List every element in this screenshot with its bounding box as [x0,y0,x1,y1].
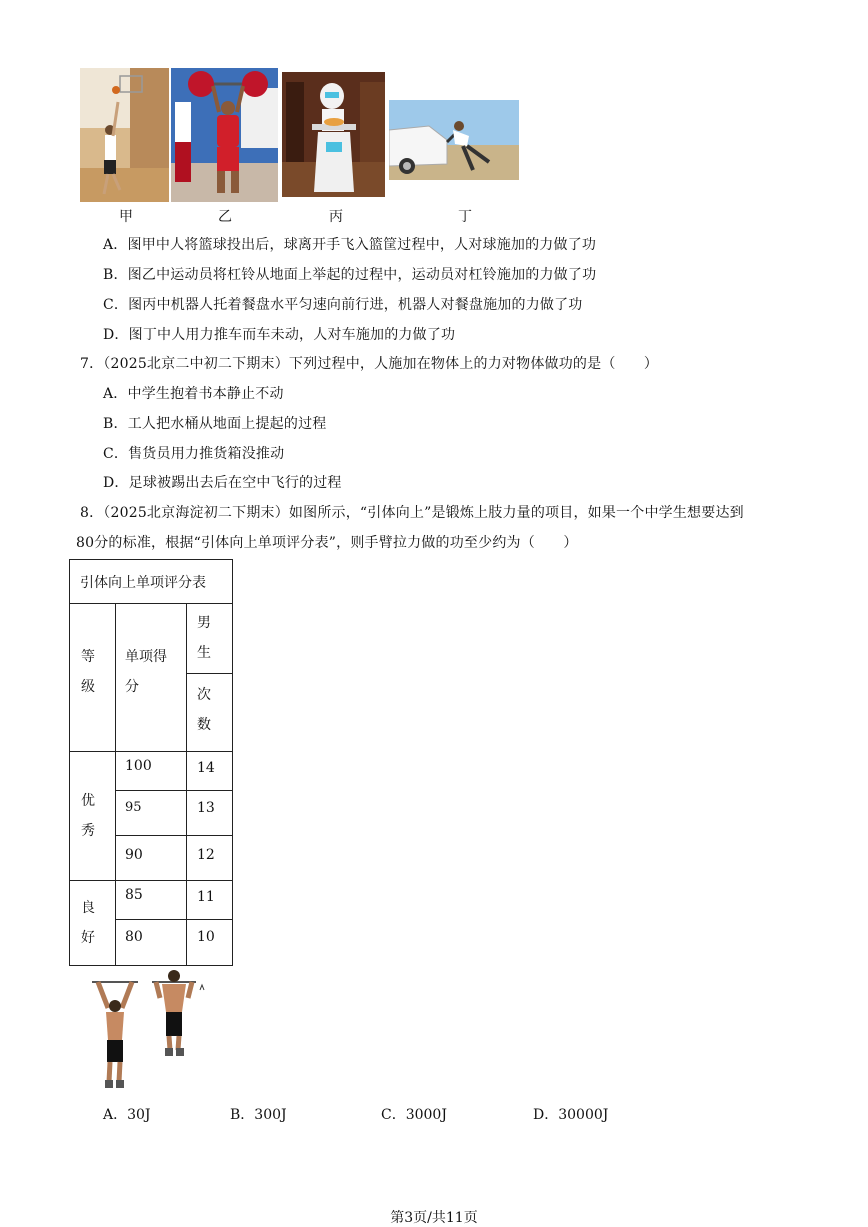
grade-good: 良好 [81,900,95,946]
q8-choice-d: D．30000J [533,1107,609,1123]
pullup-score-table [69,559,233,966]
caption-bing: 丙 [329,209,343,225]
count-cell [187,920,233,966]
q8-choice-c: C．3000J [381,1107,447,1123]
score-90: 90 [125,847,143,863]
grade-header-cell [70,604,116,752]
count-cell [187,881,233,920]
table-title: 引体向上单项评分表 [80,574,206,591]
male-header: 男生 [197,615,211,661]
count-header: 次数 [197,687,211,733]
q8-stem-line2: 80分的标准，根据“引体向上单项评分表”，则手臂拉力做的功至少约为（ ） [76,535,578,551]
score-80: 80 [125,929,143,945]
table-title-cell [70,560,233,604]
q6-option-d: D．图丁中人用力推车而车未动，人对车施加的力做了功 [103,327,456,343]
q8-choice-a: A．30J [103,1107,151,1123]
score-cell [116,752,187,791]
male-header-cell [187,604,233,674]
score-95: 95 [125,800,142,815]
count-14: 14 [197,760,215,776]
count-header-cell [187,674,233,752]
score-header: 单项得分 [125,649,167,695]
q7-option-a: A．中学生抱着书本静止不动 [103,386,284,402]
q8-stem-line1: 8．（2025北京海淀初二下期末）如图所示，“引体向上”是锻炼上肢力量的项目，如果一个中学生想要达到 [80,505,744,521]
q6-option-a: A．图甲中人将篮球投出后，球离开手飞入篮筐过程中，人对球施加的力做了功 [103,237,597,253]
caption-ding: 丁 [458,209,472,225]
weightlifting-photo [171,68,278,202]
robot-waiter-photo [282,72,385,197]
score-cell [116,881,187,920]
caption-jia: 甲 [119,209,133,225]
grade-header: 等级 [81,649,95,695]
score-cell [116,836,187,881]
page-number: 第3页/共11页 [390,1210,478,1226]
grade-excellent-cell [70,752,116,881]
count-10: 10 [197,929,215,945]
q6-option-b: B．图乙中运动员将杠铃从地面上举起的过程中，运动员对杠铃施加的力做了功 [103,267,597,283]
score-cell [116,920,187,966]
q7-option-c: C．售货员用力推货箱没推动 [103,446,285,462]
score-85: 85 [125,887,143,903]
basketball-photo [80,68,169,202]
caption-yi: 乙 [218,209,232,225]
q7-option-d: D．足球被踢出去后在空中飞行的过程 [103,475,342,491]
count-11: 11 [197,889,215,905]
count-cell [187,836,233,881]
count-cell [187,752,233,791]
q6-option-c: C．图丙中机器人托着餐盘水平匀速向前行进，机器人对餐盘施加的力做了功 [103,297,583,313]
pullup-illustration [88,968,210,1092]
q8-choice-b: B．300J [230,1107,287,1123]
count-13: 13 [197,800,215,816]
grade-good-cell [70,881,116,966]
count-cell [187,791,233,836]
score-100: 100 [125,758,152,774]
q7-stem: 7．（2025北京二中初二下期末）下列过程中，人施加在物体上的力对物体做功的是（ ） [80,356,659,372]
q7-option-b: B．工人把水桶从地面上提起的过程 [103,416,327,432]
score-cell [116,791,187,836]
count-12: 12 [197,847,215,863]
score-header-cell [116,604,187,752]
push-car-photo [389,100,519,180]
grade-excellent: 优秀 [81,793,95,839]
